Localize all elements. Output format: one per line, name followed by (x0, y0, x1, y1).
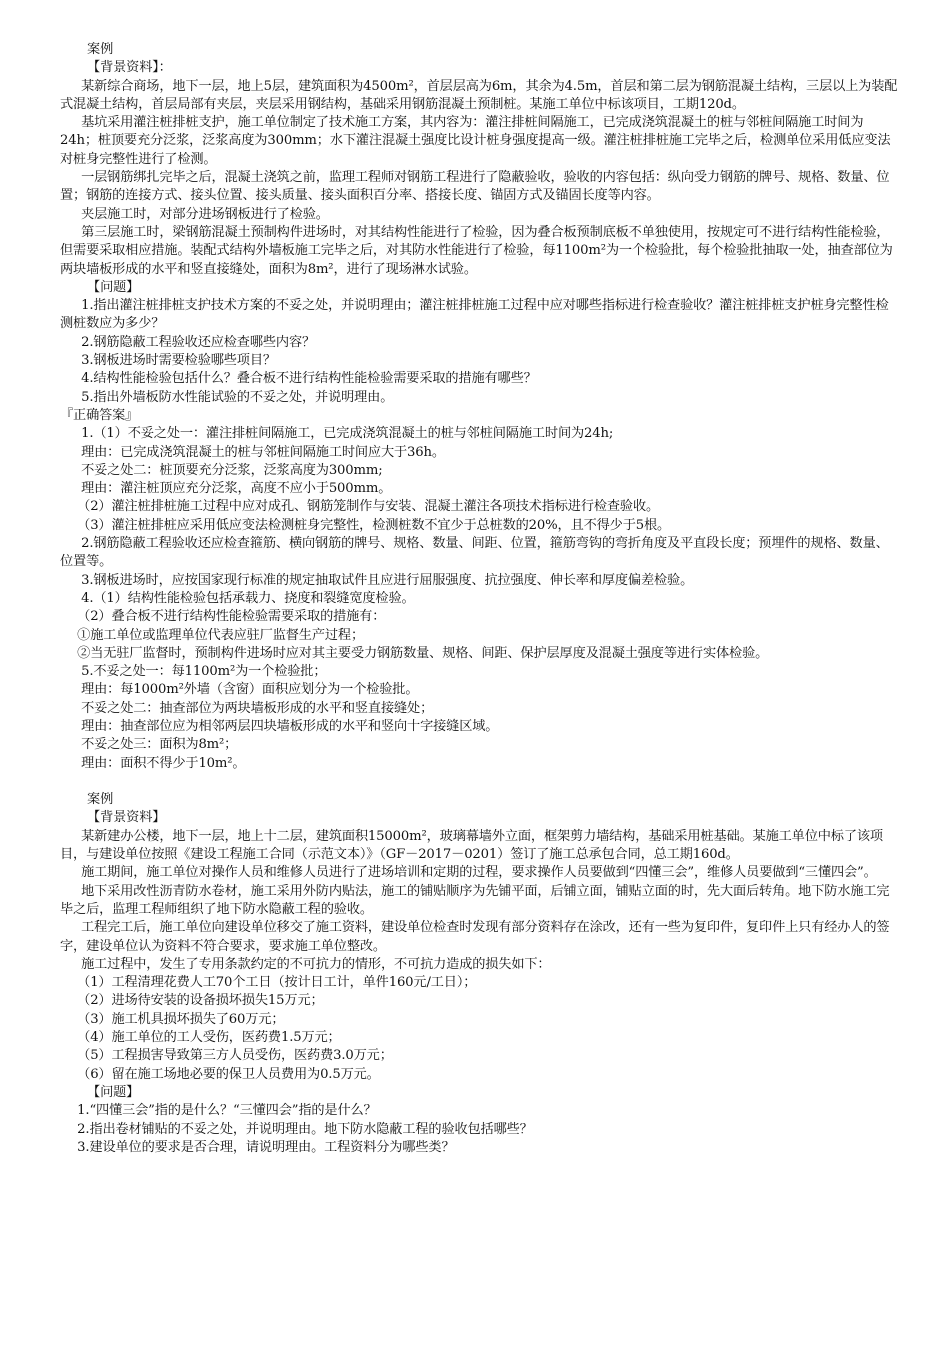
case1-answer: 1.（1）不妥之处一：灌注排桩间隔施工，已完成浇筑混凝土的桩与邻桩间隔施工时间为24h; (81, 426, 614, 442)
case1-questions-label: 【问题】 (87, 279, 140, 295)
case1-question: 2.钢筋隐蔽工程验收还应检查哪些内容？ (81, 334, 316, 350)
case1-paragraph: 一层钢筋绑扎完毕之后，混凝土浇筑之前，监理工程师对钢筋工程进行了隐蔽验收，验收的内容包括：纵向受力钢筋的牌号、规格、数量、位置；钢筋的连接方式、接头位置、接头质量、接头面积百分率、搭接长度、锚固方式及锚固长度等内容。 (60, 170, 890, 204)
case2-loss-item: （2）进场待安装的设备损坏损失15万元； (77, 993, 324, 1009)
case1-answer: 5.不妥之处一：每1100m²为一个检验批； (81, 664, 327, 680)
case1-answer: 2.钢筋隐蔽工程验收还应检查箍筋、横向钢筋的牌号、规格、数量、间距、位置，箍筋弯钩的弯折角度及平直段长度；预埋件的规格、数量、位置等。 (60, 536, 889, 570)
case1-answer: ②当无驻厂监督时，预制构件进场时应对其主要受力钢筋数量、规格、间距、保护层厚度及混凝土强度等进行实体检验。 (77, 645, 769, 661)
case1-question: 4.结构性能检验包括什么？叠合板不进行结构性能检验需要采取的措施有哪些？ (81, 371, 537, 387)
case1-paragraph: 基坑采用灌注桩排桩支护，施工单位制定了技术施工方案，其内容为：灌注排桩间隔施工，已完成浇筑混凝土的桩与邻桩间隔施工时间为24h；桩顶要充分泛浆，泛浆高度为300mm；水下灌注混凝土强度比设计桩身强度提高一级。灌注桩排桩施工完毕之后，检测单位采用低应变法对桩身完整性进行了检测。 (60, 115, 891, 167)
case1-answer: 理由：灌注桩顶应充分泛浆，高度不应小于500mm。 (81, 481, 392, 497)
case1-answer: 不妥之处二：抽查部位为两块墙板形成的水平和竖直接缝处； (81, 700, 434, 716)
case1-background-label: 【背景资料】： (87, 60, 172, 76)
case2-paragraph: 工程完工后，施工单位向建设单位移交了施工资料，建设单位检查时发现有部分资料存在涂改，还有一些为复印件，复印件上只有经办人的签字，建设单位认为资料不符合要求，要求施工单位整改。 (60, 920, 890, 954)
case1-paragraph: 夹层施工时，对部分进场钢板进行了检验。 (81, 206, 329, 222)
case2-loss-item: （5）工程损害导致第三方人员受伤，医药费3.0万元； (77, 1048, 393, 1064)
case2-loss-item: （6）留在施工场地必要的保卫人员费用为0.5万元。 (77, 1066, 380, 1082)
case2-paragraph: 某新建办公楼，地下一层，地上十二层，建筑面积15000m²，玻璃幕墙外立面，框架剪力墙结构，基础采用桩基础。某施工单位中标了该项目，与建设单位按照《建设工程施工合同（示范文本）》（GF－2017－0201）签订了施工总承包合同，总工期160d。 (60, 828, 883, 863)
case2-paragraph: 施工期间，施工单位对操作人员和维修人员进行了进场培训和定期的过程，要求操作人员要做到“四懂三会”，维修人员要做到“三懂四会”。 (81, 865, 877, 881)
case1-answer: 理由：抽查部位应为相邻两层四块墙板形成的水平和竖向十字接缝区域。 (81, 718, 499, 734)
case1-question: 3.钢板进场时需要检验哪些项目？ (81, 353, 276, 369)
case1-answer: ①施工单位或监理单位代表应驻厂监督生产过程； (77, 627, 364, 643)
case2-paragraph: 地下采用改性沥青防水卷材，施工采用外防内贴法，施工的铺贴顺序为先铺平面，后铺立面，铺贴立面的时，先大面后转角。地下防水施工完毕之后，监理工程师组织了地下防水隐蔽工程的验收。 (60, 883, 890, 917)
case1-question: 5.指出外墙板防水性能试验的不妥之处，并说明理由。 (81, 389, 394, 405)
case1-question: 1.指出灌注桩排桩支护技术方案的不妥之处，并说明理由；灌注桩排桩施工过程中应对哪些指标进行检查验收？灌注桩排桩支护桩身完整性检测桩数应为多少？ (60, 298, 889, 332)
document-page (60, 41, 900, 1157)
case-separator (60, 773, 900, 791)
case1-heading: 案例 (87, 42, 114, 57)
case2-loss-item: （4）施工单位的工人受伤，医药费1.5万元； (77, 1030, 341, 1046)
case2-questions-label: 【问题】 (87, 1084, 140, 1100)
case2-heading: 案例 (87, 792, 114, 808)
case1-answer: 理由：面积不得少于10m²。 (81, 755, 246, 771)
case1-answer: 不妥之处三：面积为8m²； (81, 737, 238, 753)
case1-answer: 3.钢板进场时，应按国家现行标准的规定抽取试件且应进行屈服强度、抗拉强度、伸长率和厚度偏差检验。 (81, 572, 694, 588)
case2-loss-item: （1）工程清理花费人工70个工日（按计日工计，单件160元/工日）； (77, 975, 477, 991)
case2-background-label: 【背景资料】 (87, 810, 166, 826)
case2-paragraph: 施工过程中，发生了专用条款约定的不可抗力的情形，不可抗力造成的损失如下： (81, 956, 551, 972)
case1-paragraph: 第三层施工时，梁钢筋混凝土预制构件进场时，对其结构性能进行了检验，因为叠合板预制底板不单独使用，按规定可不进行结构性能检验，但需要采取相应措施。装配式结构外墙板施工完毕之后，对其防水性能进行了检验，每1100m²为一个检验批，每个检验批抽取一处，抽查部位为两块墙板形成的水平和竖直接缝处，面积为8m²，进行了现场淋水试验。 (60, 224, 893, 277)
case1-paragraph: 某新综合商场，地下一层，地上5层，建筑面积为4500m²，首层层高为6m，其余为4.5m，首层和第二层为钢筋混凝土结构，三层以上为装配式混凝土结构，首层局部有夹层，夹层采用钢结构，基础采用钢筋混凝土预制桩。某施工单位中标该项目，工期120d。 (60, 78, 898, 112)
case1-answer: （2）灌注桩排桩施工过程中应对成孔、钢筋笼制作与安装、混凝土灌注各项技术指标进行检查验收。 (77, 499, 660, 515)
case1-answer: 理由：每1000m²外墙（含窗）面积应划分为一个检验批。 (81, 682, 419, 698)
case2-question: 1.“四懂三会”指的是什么？“三懂四会”指的是什么？ (77, 1103, 377, 1119)
case2-loss-item: （3）施工机具损坏损失了60万元； (77, 1011, 285, 1027)
case1-answer-label: 『正确答案』 (60, 407, 139, 423)
case2-question: 3.建设单位的要求是否合理，请说明理由。工程资料分为哪些类？ (77, 1139, 455, 1155)
case1-answer: 4.（1）结构性能检验包括承载力、挠度和裂缝宽度检验。 (81, 590, 415, 606)
case2-question: 2.指出卷材铺贴的不妥之处，并说明理由。地下防水隐蔽工程的验收包括哪些？ (77, 1121, 533, 1137)
case1-answer: （3）灌注桩排桩应采用低应变法检测桩身完整性，检测桩数不宜少于总桩数的20%，且不得少于5根。 (77, 517, 671, 533)
case1-answer: （2）叠合板不进行结构性能检验需要采取的措施有： (77, 609, 386, 625)
case1-answer: 不妥之处二：桩顶要充分泛浆，泛浆高度为300mm; (81, 462, 383, 478)
case1-answer: 理由：已完成浇筑混凝土的桩与邻桩间隔施工时间应大于36h。 (81, 444, 445, 460)
